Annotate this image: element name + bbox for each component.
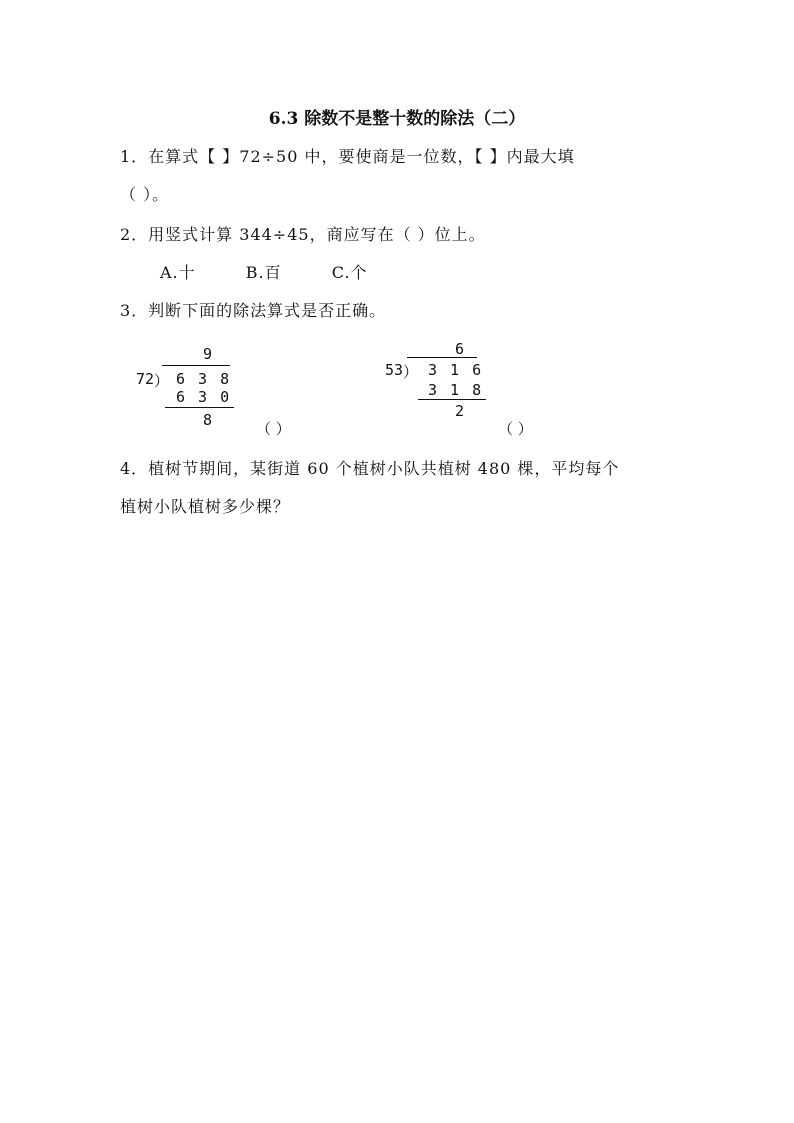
division-2-top-rule	[407, 357, 477, 358]
question-1-line-2: （ ）。	[120, 185, 170, 204]
option-a: A.十	[160, 263, 196, 282]
option-b: B.百	[245, 263, 282, 282]
question-4-line-1: 4．植树节期间，某街道 60 个植树小队共植树 480 棵，平均每个	[120, 459, 620, 478]
question-3-text: 3．判断下面的除法算式是否正确。	[120, 301, 387, 320]
question-2-options	[160, 260, 411, 283]
division-1-divisor: 72	[136, 370, 155, 388]
division-2-bottom-rule	[418, 399, 486, 400]
question-4-line-2: 植树小队植树多少棵？	[120, 497, 291, 516]
division-1-bottom-rule	[165, 407, 234, 408]
division-1-answer-blank: （ ）	[256, 420, 291, 438]
question-2-text: 2．用竖式计算 344÷45，商应写在（ ）位上。	[120, 225, 486, 244]
division-2-remainder: 2	[455, 402, 467, 420]
division-2-product: 3 1 8	[428, 381, 484, 399]
division-2-quotient: 6	[455, 340, 467, 358]
page-title: 6.3 除数不是整十数的除法（二）	[268, 109, 526, 129]
division-2-divisor: 53	[385, 361, 404, 379]
division-1-product: 6 3 0	[176, 388, 232, 406]
option-c: C.个	[331, 263, 368, 282]
division-1-dividend: 6 3 8	[176, 370, 232, 388]
division-2-answer-blank: （ ）	[498, 420, 533, 438]
division-1-bracket: ）	[154, 372, 170, 390]
division-2-bracket: ）	[403, 363, 419, 381]
division-1-remainder: 8	[203, 411, 215, 429]
question-1-line-1: 1．在算式【 】72÷50 中，要使商是一位数，【 】内最大填	[120, 147, 575, 166]
division-2-dividend: 3 1 6	[428, 361, 484, 379]
division-1-top-rule	[162, 365, 230, 366]
division-1-quotient: 9	[203, 345, 215, 363]
